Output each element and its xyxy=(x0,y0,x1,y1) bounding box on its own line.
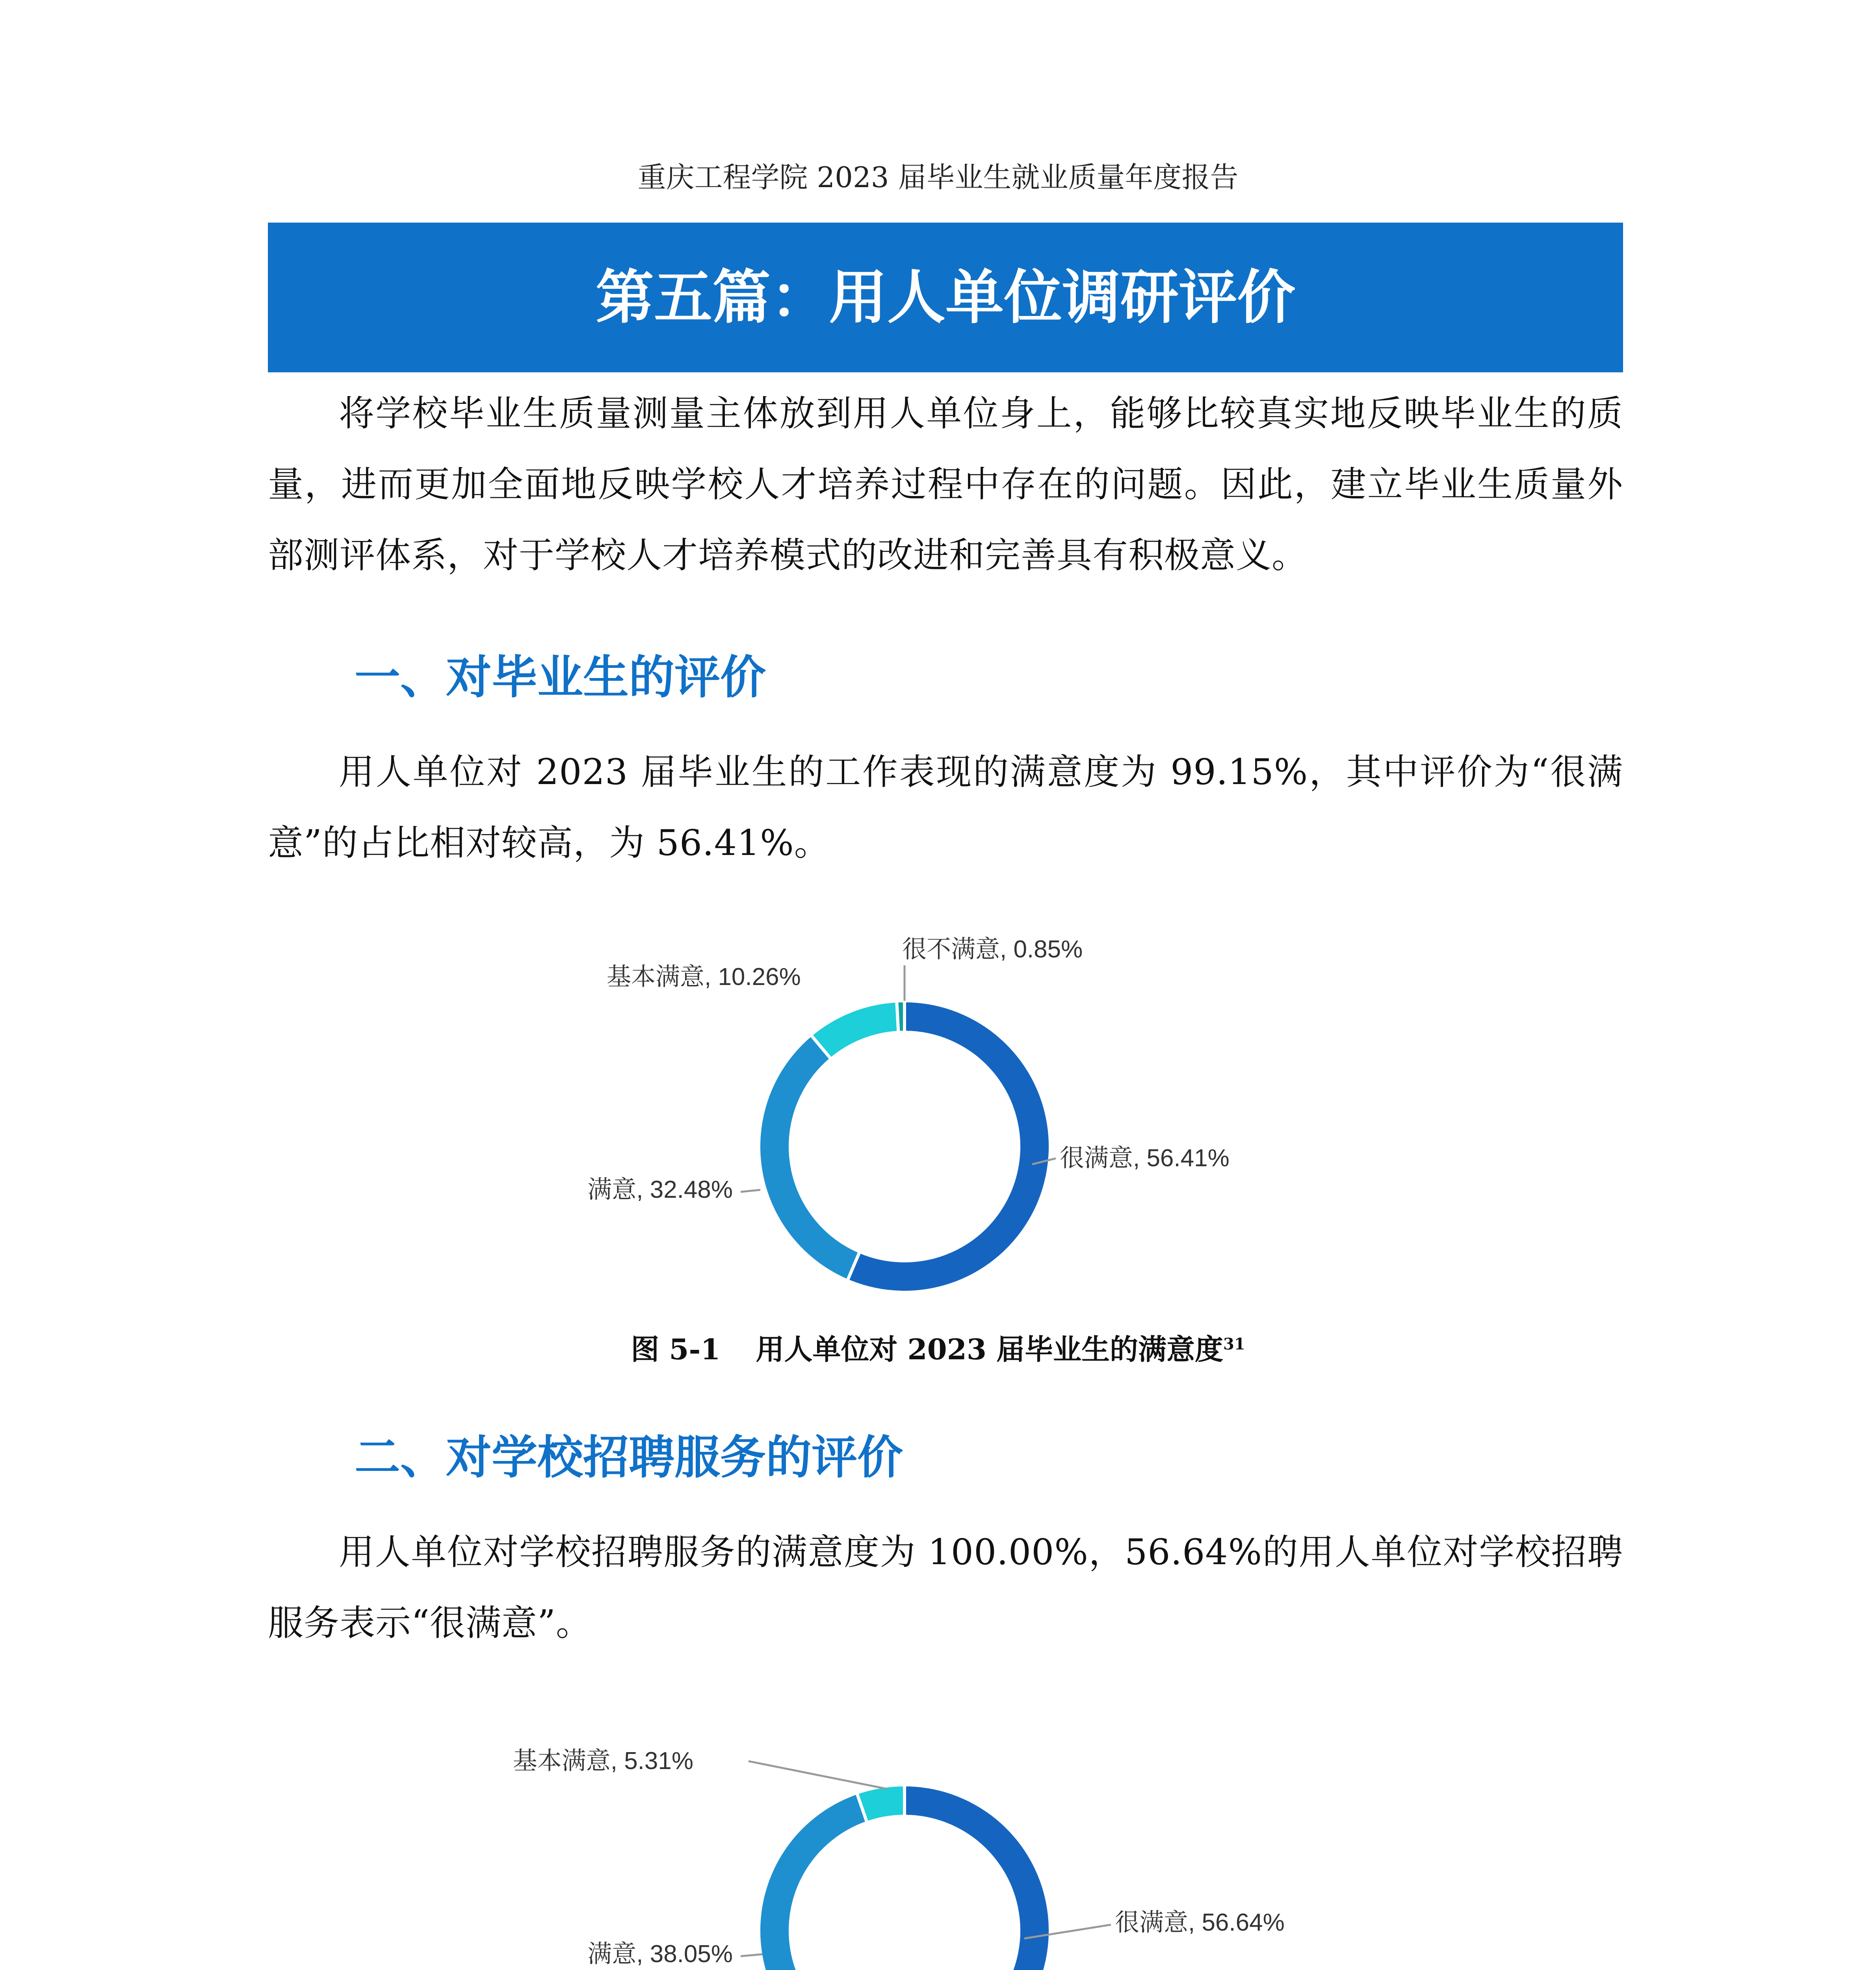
chapter-title-banner: 第五篇：用人单位调研评价 xyxy=(268,223,1623,372)
donut-slice-4 xyxy=(897,1001,905,1032)
slice-label-2: 满意, 32.48% xyxy=(587,1176,733,1203)
slice-label-1: 很满意, 56.64% xyxy=(1115,1909,1285,1936)
donut-chart-recruitment-satisfaction xyxy=(0,1726,1876,1970)
donut-slice-2 xyxy=(759,1035,860,1281)
slice-label-3: 基本满意, 10.26% xyxy=(607,963,801,991)
figure-title: 用人单位对 2023 届毕业生的满意度 xyxy=(756,1333,1223,1366)
slice-label-1: 很满意, 56.41% xyxy=(1060,1145,1230,1172)
donut-slice-3 xyxy=(857,1785,905,1823)
donut-slice-1 xyxy=(847,1001,1050,1292)
donut-chart-graduate-satisfaction xyxy=(0,906,1876,1320)
footnote-ref[interactable]: 31 xyxy=(1223,1335,1245,1353)
section-heading-recruitment-evaluation: 二、对学校招聘服务的评价 xyxy=(355,1431,903,1484)
leader-line-3 xyxy=(749,1761,886,1789)
chart-2-svg xyxy=(0,1726,1876,1970)
donut-slice-3 xyxy=(811,1001,898,1059)
leader-line-2 xyxy=(741,1954,762,1956)
chart-1-svg xyxy=(0,906,1876,1320)
figure-caption-5-1 xyxy=(0,1330,1876,1369)
section-heading-graduate-evaluation: 一、对毕业生的评价 xyxy=(355,651,766,704)
figure-label: 图 5-1 xyxy=(631,1333,721,1366)
running-header: 重庆工程学院 2023 届毕业生就业质量年度报告 xyxy=(637,161,1239,194)
slice-label-3: 基本满意, 5.31% xyxy=(513,1747,693,1775)
section2-paragraph: 用人单位对学校招聘服务的满意度为 100.00%，56.64%的用人单位对学校招聘服务表示“很满意”。 xyxy=(268,1531,1623,1644)
section1-paragraph: 用人单位对 2023 届毕业生的工作表现的满意度为 99.15%，其中评价为“很满意”的占比相对较高，为 56.41%。 xyxy=(268,751,1623,864)
intro-paragraph: 将学校毕业生质量测量主体放到用人单位身上，能够比较真实地反映毕业生的质量，进而更加全面地反映学校人才培养过程中存在的问题。因此，建立毕业生质量外部测评体系，对于学校人才培养模式的改进和完善具有积极意义。 xyxy=(268,393,1623,576)
slice-label-2: 满意, 38.05% xyxy=(587,1940,733,1968)
slice-label-4: 很不满意, 0.85% xyxy=(902,936,1083,963)
donut-slice-2 xyxy=(759,1793,867,1970)
leader-line-2 xyxy=(741,1190,760,1192)
